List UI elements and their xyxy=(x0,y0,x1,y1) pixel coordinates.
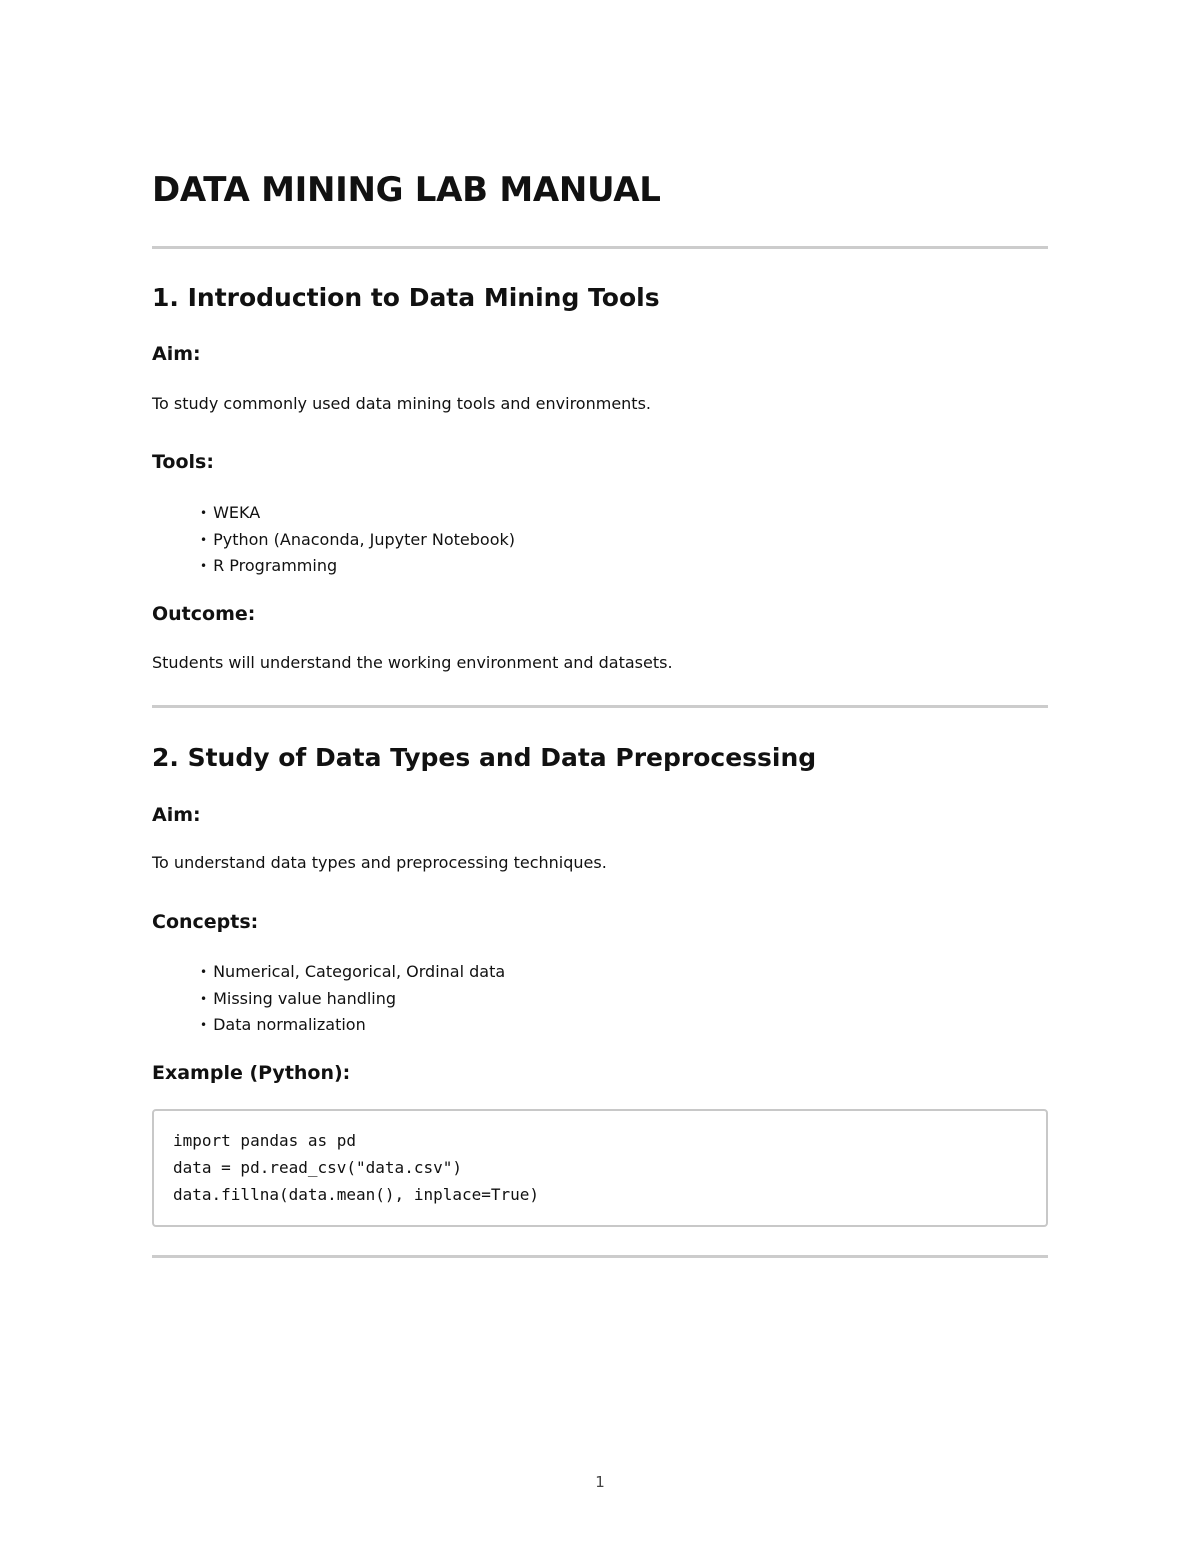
section-2-example-label: Example (Python): xyxy=(152,1062,351,1084)
horizontal-rule xyxy=(152,1255,1048,1258)
list-item: • R Programming xyxy=(200,553,515,580)
list-item: • Numerical, Categorical, Ordinal data xyxy=(200,959,505,986)
document-title: DATA MINING LAB MANUAL xyxy=(152,170,661,210)
section-1-aim-label: Aim: xyxy=(152,343,201,365)
code-line: data.fillna(data.mean(), inplace=True) xyxy=(173,1185,540,1204)
section-1-outcome-text: Students will understand the working environment and datasets. xyxy=(152,653,673,672)
horizontal-rule xyxy=(152,246,1048,249)
list-item: • Missing value handling xyxy=(200,986,505,1013)
section-1-tools-label: Tools: xyxy=(152,451,214,473)
section-2-heading: 2. Study of Data Types and Data Preprocessing xyxy=(152,743,817,772)
section-1-aim-text: To study commonly used data mining tools and environments. xyxy=(152,394,651,413)
list-item: • Python (Anaconda, Jupyter Notebook) xyxy=(200,527,515,554)
section-2-concepts-list xyxy=(200,959,505,1039)
page-number: 1 xyxy=(595,1473,605,1491)
code-block xyxy=(152,1109,1048,1227)
section-1-tools-list xyxy=(200,500,515,580)
section-2-aim-label: Aim: xyxy=(152,804,201,826)
code-line: data = pd.read_csv("data.csv") xyxy=(173,1158,462,1177)
section-1-heading: 1. Introduction to Data Mining Tools xyxy=(152,283,660,312)
code-line: import pandas as pd xyxy=(173,1131,357,1150)
list-item: • Data normalization xyxy=(200,1012,505,1039)
section-2-aim-text: To understand data types and preprocessing techniques. xyxy=(152,853,607,872)
section-1-outcome-label: Outcome: xyxy=(152,603,256,625)
section-2-concepts-label: Concepts: xyxy=(152,911,259,933)
horizontal-rule xyxy=(152,705,1048,708)
list-item: • WEKA xyxy=(200,500,515,527)
